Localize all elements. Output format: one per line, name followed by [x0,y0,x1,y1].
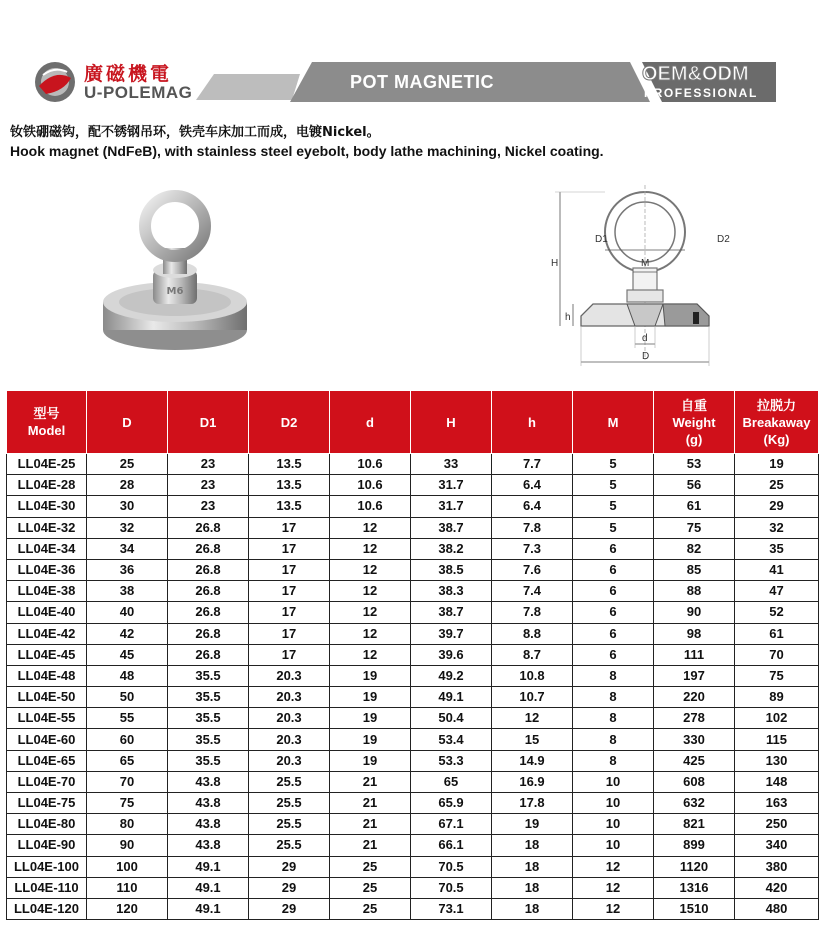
table-cell: 12 [573,856,654,877]
table-row [7,517,819,538]
table-cell: 12 [330,559,411,580]
table-cell: 8.7 [492,644,573,665]
model-cell: LL04E-55 [7,708,87,729]
table-cell: 23 [168,475,249,496]
table-cell: 89 [735,687,819,708]
table-cell: 163 [735,793,819,814]
table-cell: 18 [492,835,573,856]
table-cell: 12 [573,898,654,919]
table-cell: 1120 [654,856,735,877]
table-cell: 18 [492,877,573,898]
table-cell: 70.5 [411,856,492,877]
table-header-row [7,391,819,454]
table-cell: 20.3 [249,687,330,708]
model-cell: LL04E-34 [7,538,87,559]
table-cell: 29 [249,898,330,919]
table-cell: 821 [654,814,735,835]
table-cell: 330 [654,729,735,750]
table-cell: 6 [573,644,654,665]
table-cell: 7.3 [492,538,573,559]
table-cell: 29 [735,496,819,517]
table-cell: 10 [573,793,654,814]
table-cell: 425 [654,750,735,771]
header-h-body: h [492,391,573,454]
table-cell: 67.1 [411,814,492,835]
header-weight: 自重 Weight (g) [654,391,735,454]
model-cell: LL04E-110 [7,877,87,898]
table-cell: 82 [654,538,735,559]
table-row [7,644,819,665]
table-cell: 102 [735,708,819,729]
model-cell: LL04E-80 [7,814,87,835]
table-cell: 6 [573,602,654,623]
table-cell: 26.8 [168,602,249,623]
table-row [7,729,819,750]
table-cell: 25 [330,898,411,919]
table-row [7,877,819,898]
header-d2: D2 [249,391,330,454]
model-cell: LL04E-75 [7,793,87,814]
table-cell: 13.5 [249,475,330,496]
table-cell: 65.9 [411,793,492,814]
table-cell: 26.8 [168,644,249,665]
table-cell: 52 [735,602,819,623]
table-cell: 608 [654,771,735,792]
table-cell: 17 [249,623,330,644]
table-cell: 38 [87,581,168,602]
table-cell: 25 [330,856,411,877]
table-cell: 98 [654,623,735,644]
table-cell: 49.1 [168,877,249,898]
table-cell: 8.8 [492,623,573,644]
table-cell: 6 [573,559,654,580]
table-cell: 35.5 [168,750,249,771]
table-cell: 38.5 [411,559,492,580]
table-row [7,602,819,623]
table-cell: 49.1 [168,898,249,919]
table-cell: 70.5 [411,877,492,898]
table-cell: 43.8 [168,793,249,814]
table-cell: 8 [573,687,654,708]
oem-odm-label: OEM&ODM [642,63,749,85]
table-cell: 6 [573,538,654,559]
table-cell: 7.8 [492,517,573,538]
table-cell: 53.4 [411,729,492,750]
table-row [7,496,819,517]
table-cell: 18 [492,856,573,877]
diagram-label-h-upper: H [551,258,559,269]
table-row [7,687,819,708]
banner-title: POT MAGNETIC [350,72,494,92]
table-cell: 75 [654,517,735,538]
table-cell: 61 [654,496,735,517]
table-cell: 632 [654,793,735,814]
table-cell: 10.6 [330,475,411,496]
table-cell: 12 [330,602,411,623]
table-cell: 5 [573,454,654,475]
brand-logo-icon [34,61,76,103]
table-cell: 220 [654,687,735,708]
table-cell: 899 [654,835,735,856]
table-cell: 10 [573,771,654,792]
brand-name-cn: 廣磁機電 [84,63,173,85]
table-cell: 10.8 [492,665,573,686]
table-cell: 20.3 [249,729,330,750]
table-cell: 25 [330,877,411,898]
table-cell: 340 [735,835,819,856]
table-cell: 48 [87,665,168,686]
table-cell: 25 [87,454,168,475]
table-cell: 28 [87,475,168,496]
table-cell: 30 [87,496,168,517]
dimension-diagram [545,180,745,375]
table-cell: 8 [573,665,654,686]
table-cell: 29 [249,856,330,877]
table-cell: 20.3 [249,665,330,686]
table-cell: 8 [573,750,654,771]
table-cell: 38.2 [411,538,492,559]
table-cell: 10.6 [330,496,411,517]
table-cell: 35.5 [168,729,249,750]
model-cell: LL04E-36 [7,559,87,580]
table-row [7,623,819,644]
table-cell: 12 [330,581,411,602]
table-cell: 6.4 [492,496,573,517]
table-row [7,708,819,729]
table-cell: 61 [735,623,819,644]
table-cell: 43.8 [168,814,249,835]
table-cell: 80 [87,814,168,835]
table-cell: 21 [330,771,411,792]
table-row [7,454,819,475]
table-cell: 111 [654,644,735,665]
table-row [7,559,819,580]
table-cell: 380 [735,856,819,877]
table-cell: 115 [735,729,819,750]
table-cell: 250 [735,814,819,835]
table-cell: 29 [249,877,330,898]
table-cell: 1510 [654,898,735,919]
table-cell: 16.9 [492,771,573,792]
header-model: 型号 Model [7,391,87,454]
model-cell: LL04E-38 [7,581,87,602]
table-cell: 31.7 [411,496,492,517]
table-row [7,771,819,792]
table-cell: 21 [330,814,411,835]
table-cell: 66.1 [411,835,492,856]
model-cell: LL04E-28 [7,475,87,496]
table-cell: 36 [87,559,168,580]
table-cell: 75 [735,665,819,686]
diagram-label-h-lower: h [565,312,571,323]
table-cell: 10 [573,814,654,835]
table-cell: 41 [735,559,819,580]
model-cell: LL04E-65 [7,750,87,771]
header-d1: D1 [168,391,249,454]
table-cell: 17 [249,538,330,559]
table-cell: 17 [249,581,330,602]
table-cell: 39.6 [411,644,492,665]
table-cell: 12 [573,877,654,898]
table-row [7,856,819,877]
table-cell: 13.5 [249,496,330,517]
table-cell: 20.3 [249,750,330,771]
model-cell: LL04E-32 [7,517,87,538]
table-cell: 60 [87,729,168,750]
model-cell: LL04E-100 [7,856,87,877]
header-breakaway: 拉脱力 Breakaway (Kg) [735,391,819,454]
table-cell: 110 [87,877,168,898]
table-row [7,665,819,686]
table-cell: 35 [735,538,819,559]
table-cell: 6 [573,581,654,602]
table-cell: 21 [330,793,411,814]
model-cell: LL04E-70 [7,771,87,792]
table-cell: 33 [411,454,492,475]
table-row [7,793,819,814]
table-cell: 49.1 [168,856,249,877]
table-cell: 73.1 [411,898,492,919]
table-cell: 39.7 [411,623,492,644]
table-cell: 25 [735,475,819,496]
table-cell: 42 [87,623,168,644]
table-cell: 25.5 [249,793,330,814]
table-cell: 43.8 [168,771,249,792]
table-cell: 38.3 [411,581,492,602]
table-cell: 90 [654,602,735,623]
model-cell: LL04E-120 [7,898,87,919]
table-cell: 148 [735,771,819,792]
table-cell: 38.7 [411,517,492,538]
table-cell: 10.7 [492,687,573,708]
product-photo [95,190,255,360]
description-en: Hook magnet (NdFeB), with stainless steel eyebolt, body lathe machining, Nickel coating. [10,143,604,159]
table-cell: 12 [492,708,573,729]
table-cell: 47 [735,581,819,602]
table-row [7,475,819,496]
table-cell: 5 [573,517,654,538]
table-cell: 49.2 [411,665,492,686]
model-cell: LL04E-45 [7,644,87,665]
table-cell: 65 [411,771,492,792]
model-cell: LL04E-25 [7,454,87,475]
table-cell: 7.6 [492,559,573,580]
table-cell: 19 [735,454,819,475]
table-cell: 34 [87,538,168,559]
table-cell: 10.6 [330,454,411,475]
table-cell: 17 [249,559,330,580]
table-cell: 25.5 [249,771,330,792]
table-cell: 5 [573,475,654,496]
table-cell: 5 [573,496,654,517]
table-cell: 18 [492,898,573,919]
model-cell: LL04E-60 [7,729,87,750]
table-cell: 19 [330,708,411,729]
table-row [7,814,819,835]
table-cell: 7.7 [492,454,573,475]
description-cn: 钕铁硼磁钩，配不锈钢吊环，铁壳车床加工而成，电镀Nickel。 [10,125,380,140]
table-row [7,835,819,856]
table-cell: 17 [249,644,330,665]
table-cell: 40 [87,602,168,623]
page-header [0,55,824,105]
table-cell: 75 [87,793,168,814]
table-cell: 26.8 [168,517,249,538]
diagram-label-d2: D2 [717,234,730,245]
table-cell: 56 [654,475,735,496]
table-cell: 15 [492,729,573,750]
table-cell: 480 [735,898,819,919]
table-cell: 38.7 [411,602,492,623]
table-cell: 130 [735,750,819,771]
table-cell: 45 [87,644,168,665]
table-cell: 43.8 [168,835,249,856]
table-cell: 85 [654,559,735,580]
header-d-inner: d [330,391,411,454]
table-cell: 19 [492,814,573,835]
table-row [7,898,819,919]
table-cell: 19 [330,729,411,750]
table-row [7,538,819,559]
table-cell: 23 [168,496,249,517]
table-cell: 20.3 [249,708,330,729]
model-cell: LL04E-90 [7,835,87,856]
table-cell: 13.5 [249,454,330,475]
table-cell: 100 [87,856,168,877]
table-cell: 12 [330,517,411,538]
table-cell: 6 [573,623,654,644]
table-cell: 35.5 [168,665,249,686]
table-cell: 50.4 [411,708,492,729]
header-d-outer: D [87,391,168,454]
table-cell: 14.9 [492,750,573,771]
table-cell: 7.8 [492,602,573,623]
diagram-label-d-big: D [642,351,650,362]
table-cell: 90 [87,835,168,856]
table-cell: 70 [735,644,819,665]
table-cell: 26.8 [168,538,249,559]
table-cell: 65 [87,750,168,771]
spec-table [6,390,819,920]
table-row [7,581,819,602]
table-cell: 197 [654,665,735,686]
table-cell: 50 [87,687,168,708]
table-cell: 8 [573,708,654,729]
table-cell: 70 [87,771,168,792]
table-cell: 19 [330,665,411,686]
table-cell: 32 [87,517,168,538]
table-cell: 17.8 [492,793,573,814]
diagram-label-d1: D1 [595,234,608,245]
diagram-label-m: M [641,258,650,269]
header-h-total: H [411,391,492,454]
brand-name-en: U-POLEMAG [84,83,193,102]
table-cell: 19 [330,687,411,708]
model-cell: LL04E-48 [7,665,87,686]
table-cell: 53.3 [411,750,492,771]
table-cell: 17 [249,602,330,623]
table-body [7,454,819,920]
table-row [7,750,819,771]
diagram-label-d-small: d [642,333,648,344]
table-cell: 53 [654,454,735,475]
table-cell: 6.4 [492,475,573,496]
table-cell: 7.4 [492,581,573,602]
model-cell: LL04E-40 [7,602,87,623]
table-cell: 1316 [654,877,735,898]
table-cell: 26.8 [168,559,249,580]
model-cell: LL04E-42 [7,623,87,644]
table-cell: 12 [330,623,411,644]
table-cell: 35.5 [168,687,249,708]
header-m: M [573,391,654,454]
svg-text:M6: M6 [166,286,184,297]
table-cell: 26.8 [168,581,249,602]
table-cell: 12 [330,644,411,665]
table-cell: 17 [249,517,330,538]
table-cell: 25.5 [249,835,330,856]
table-cell: 32 [735,517,819,538]
table-cell: 19 [330,750,411,771]
table-cell: 120 [87,898,168,919]
model-cell: LL04E-30 [7,496,87,517]
professional-label: PROFESSIONAL [644,86,758,100]
table-cell: 88 [654,581,735,602]
table-cell: 278 [654,708,735,729]
model-cell: LL04E-50 [7,687,87,708]
table-cell: 12 [330,538,411,559]
table-cell: 35.5 [168,708,249,729]
table-cell: 23 [168,454,249,475]
table-cell: 420 [735,877,819,898]
table-cell: 8 [573,729,654,750]
table-cell: 26.8 [168,623,249,644]
table-cell: 10 [573,835,654,856]
table-cell: 25.5 [249,814,330,835]
table-cell: 55 [87,708,168,729]
table-cell: 21 [330,835,411,856]
table-cell: 31.7 [411,475,492,496]
table-cell: 49.1 [411,687,492,708]
